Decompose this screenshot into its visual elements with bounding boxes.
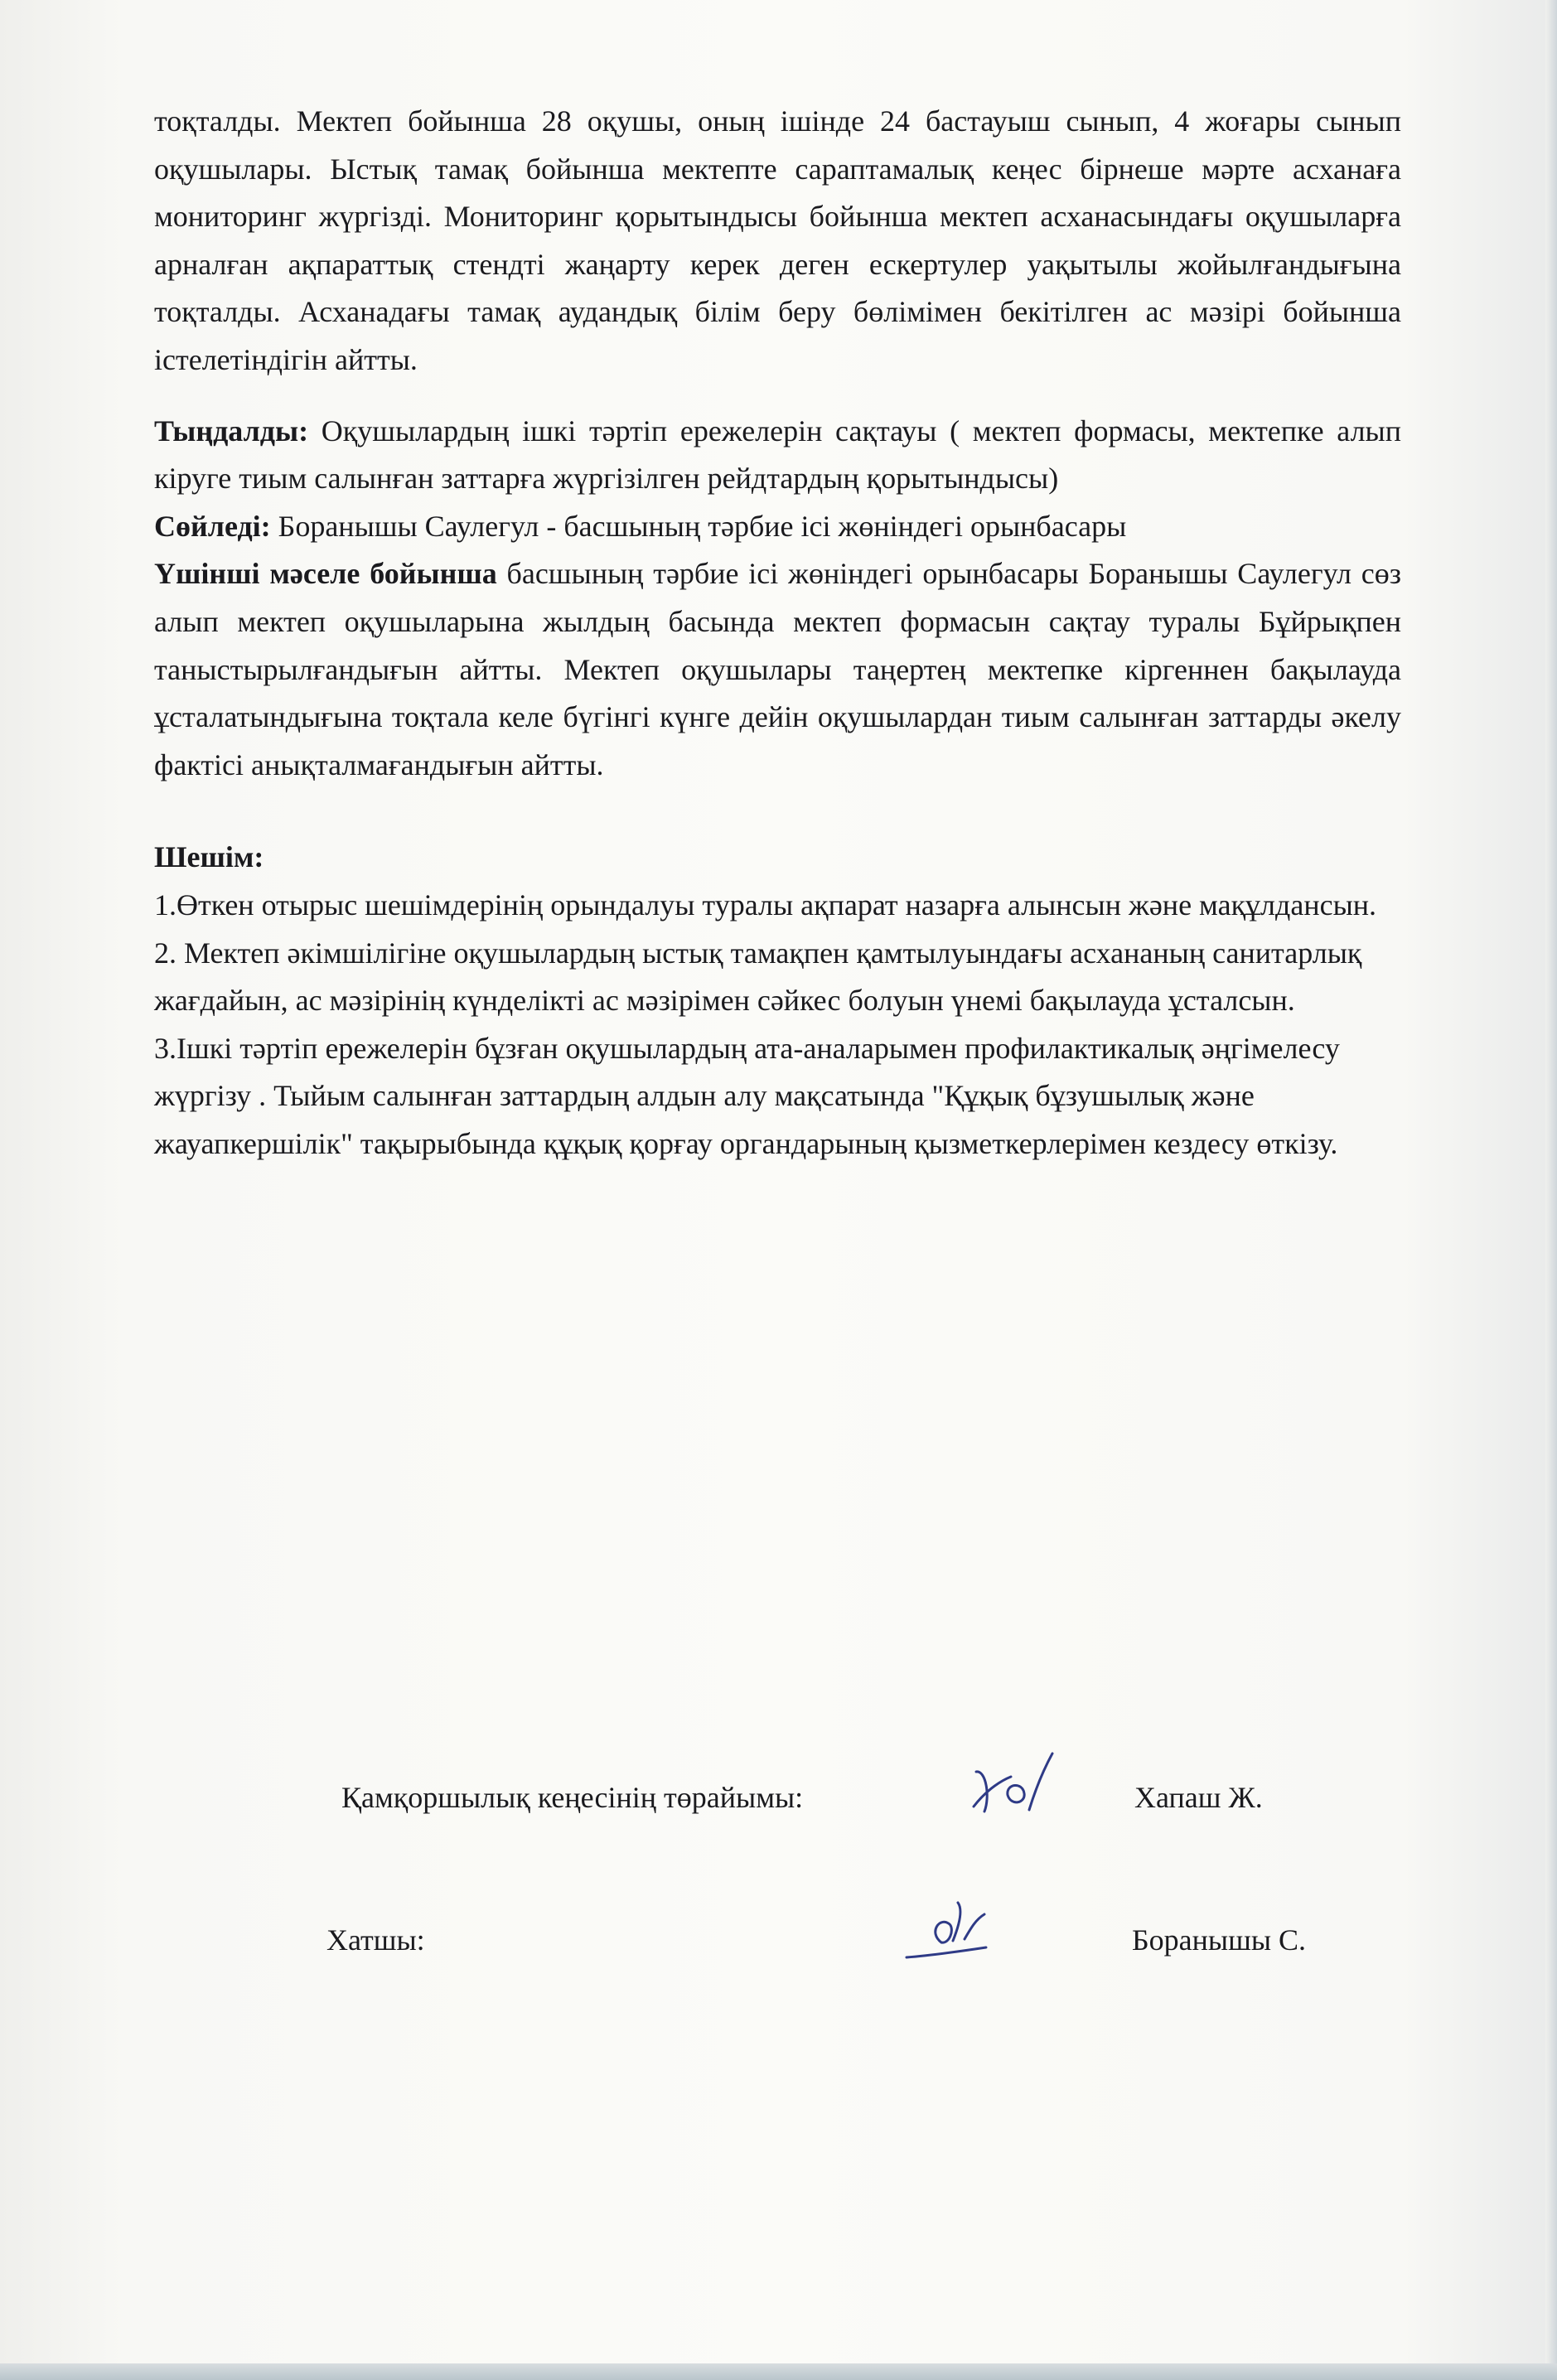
secretary-title: Хатшы:	[326, 1923, 425, 1957]
chair-signature	[969, 1747, 1061, 1821]
decision-item-2: 2. Мектеп әкімшілігіне оқушылардың ыстық тамақпен қамтылуындағы асхананың санитарлық жағдайын, ас мәзірінің күнделікті ас мәзірімен сәйкес болуын үнемі бақылауда ұсталсын.	[154, 936, 1362, 1018]
secretary-signature	[903, 1899, 1003, 1966]
third-issue-label: Үшінші мәселе бойынша	[154, 557, 497, 591]
spoke-label: Сөйледі:	[154, 509, 271, 543]
page-bottom-edge	[0, 2363, 1557, 2380]
heard-text: Оқушылардың ішкі тәртіп ережелерін сақтауы ( мектеп формасы, мектепке алып кіруге тиым салынған заттарға жүргізілген рейдтардың қорытындысы)	[154, 414, 1401, 496]
heard-label: Тыңдалды:	[154, 414, 309, 447]
spoke-text: Боранышы Саулегул - басшының тәрбие ісі жөніндегі орынбасары	[270, 509, 1127, 543]
decision-item-3: 3.Ішкі тәртіп ережелерін бұзған оқушылардың ата-аналарымен профилактикалық әңгімелесу жүргізу . Тыйым салынған заттардың алдын алу мақсатында "Құқық бұзушылық және жауапкершілік" тақырыбында құқық қорғау органдарының қызметкерлерімен кездесу өткізу.	[154, 1031, 1340, 1160]
paragraph-monitoring: тоқталды. Мектеп бойынша 28 оқушы, оның ішінде 24 бастауыш сынып, 4 жоғары сынып оқушылары. Ыстық тамақ бойынша мектепте сараптамалық кеңес бірнеше мәрте асханаға мониторинг жүргізді. Мониторинг қорытындысы бойынша мектеп асханасындағы оқушыларға арналған ақпараттық стендті жаңарту керек деген ескертулер уақытылы жойылғандығына тоқталды. Асханадағы тамақ аудандық білім беру бөлімімен бекітілген ас мәзірі бойынша істелетіндігін айтты.	[154, 104, 1401, 376]
decision-title: Шешім:	[154, 840, 264, 874]
chair-title: Қамқоршылық кеңесінің төрайымы:	[341, 1781, 804, 1814]
spoke-paragraph	[154, 503, 1401, 551]
heard-paragraph	[154, 408, 1401, 503]
document-body	[154, 98, 1401, 1168]
decision-item-1: 1.Өткен отырыс шешімдерінің орындалуы туралы ақпарат назарға алынсын және мақұлдансын.	[154, 888, 1377, 922]
secretary-name: Боранышы С.	[1132, 1923, 1307, 1957]
third-issue-paragraph	[154, 550, 1401, 789]
page-right-edge	[1545, 0, 1557, 2380]
chair-name: Хапаш Ж.	[1134, 1781, 1263, 1814]
third-issue-text: басшының тәрбие ісі жөніндегі орынбасары Боранышы Саулегул сөз алып мектеп оқушыларына жылдың басында мектеп формасын сақтау туралы Бұйрықпен таныстырылғандығын айтты. Мектеп оқушылары таңертең мектепке кіргеннен бақылауда ұсталатындығына тоқтала келе бүгінгі күнге дейін оқушылардан тиым салынған заттарды әкелу фактісі анықталмағандығын айтты.	[154, 557, 1401, 781]
